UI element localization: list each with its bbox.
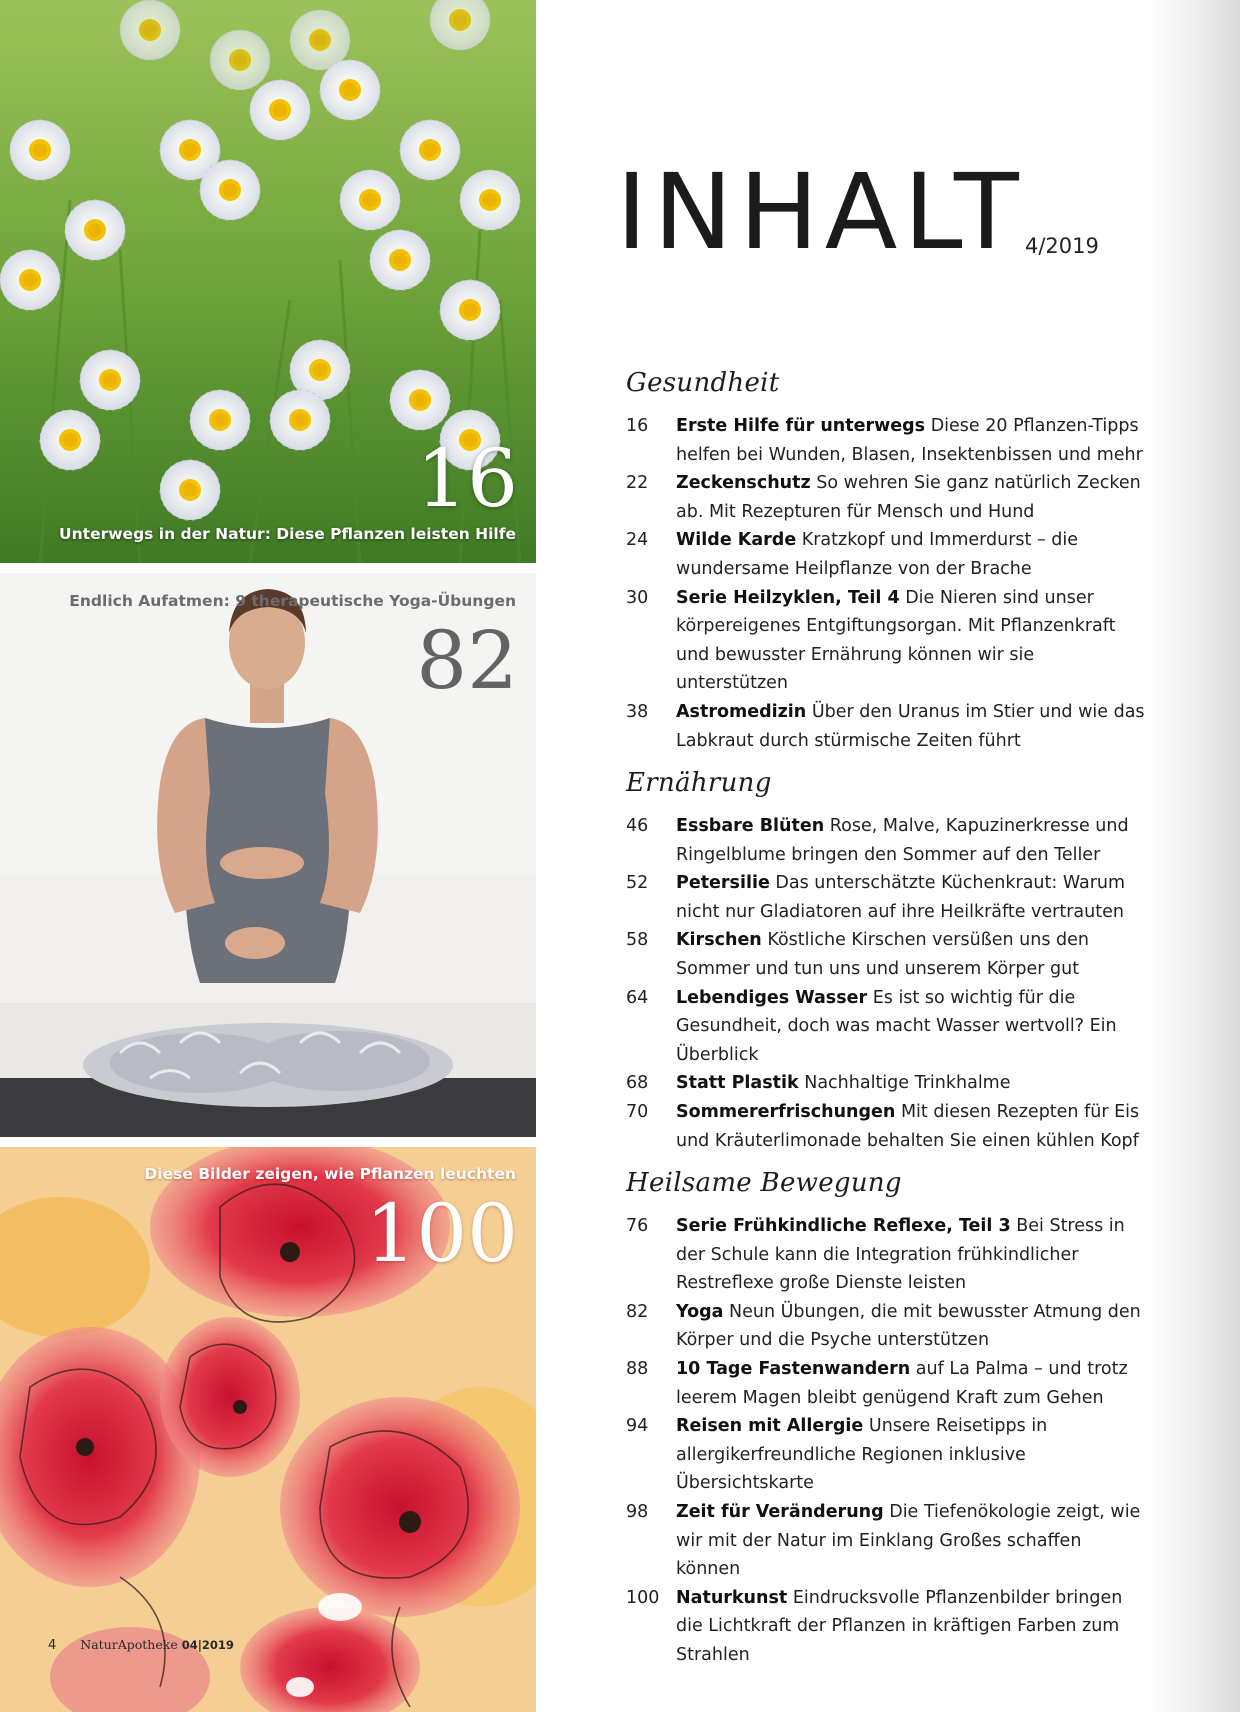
toc-page-number: 70 [626, 1101, 649, 1122]
toc-entry[interactable] [626, 984, 1146, 1070]
toc-page-number: 22 [626, 473, 649, 494]
toc-entry-body [676, 584, 1146, 698]
toc-entry[interactable] [626, 1355, 1146, 1412]
toc-entry-body [676, 698, 1146, 755]
toc-page-number: 98 [626, 1501, 649, 1522]
entry-list [626, 812, 1146, 1155]
footer-issue: 04|2019 [181, 1638, 234, 1652]
toc-entry[interactable] [626, 526, 1146, 583]
toc-entry-body [676, 926, 1146, 983]
toc-entry-body [676, 984, 1146, 1070]
toc-page-number: 38 [626, 701, 649, 722]
toc-entry[interactable] [626, 1069, 1146, 1098]
toc-entry[interactable] [626, 412, 1146, 469]
toc-entry-headline: Sommererfrischungen [676, 1101, 896, 1122]
feature-page-number: 100 [365, 1187, 518, 1280]
toc-entry-headline: Serie Heilzyklen, Teil 4 [676, 587, 900, 608]
toc-entry[interactable] [626, 1412, 1146, 1498]
toc-entry-description: So wehren Sie ganz natürlich Zecken ab. Mit Rezepturen für Mensch und Hund [676, 473, 1141, 522]
toc-entry[interactable] [626, 698, 1146, 755]
page-footer [48, 1637, 234, 1653]
issue-label: 4/2019 [1024, 234, 1099, 258]
toc-entry-description: Kratzkopf und Immerdurst – die wundersame Heilpflanze von der Brache [676, 530, 1079, 579]
toc-entry-body [676, 1069, 1146, 1098]
toc-entry[interactable] [626, 584, 1146, 698]
toc-entry[interactable] [626, 469, 1146, 526]
feature-caption: Unterwegs in der Natur: Diese Pflanzen leisten Hilfe [59, 525, 516, 543]
toc-entry-body [676, 526, 1146, 583]
footer-magazine [80, 1637, 234, 1652]
toc-page-number: 68 [626, 1073, 649, 1094]
toc-entry-headline: Zeit für Veränderung [676, 1501, 884, 1522]
toc-entry-description: Mit diesen Rezepten für Eis und Kräuterlimonade behalten Sie einen kühlen Kopf [676, 1101, 1140, 1151]
toc-entry[interactable] [626, 1584, 1146, 1670]
toc-entry-headline: Petersilie [676, 873, 770, 894]
toc-entry[interactable] [626, 1098, 1146, 1155]
poppy-panel [0, 1147, 536, 1712]
toc-entry[interactable] [626, 1498, 1146, 1584]
yoga-panel [0, 573, 536, 1137]
toc-entry-description: Eindrucksvolle Pflanzenbilder bringen die Lichtkraft der Pflanzen in kräftigen Farben zum Strahlen [676, 1587, 1123, 1665]
toc-entry-headline: Essbare Blüten [676, 816, 825, 836]
feature-page-number: 16 [416, 432, 518, 525]
page-title: INHALT [615, 151, 1025, 273]
section-ernaehrung [626, 768, 1146, 1155]
entry-list [626, 1212, 1146, 1670]
toc-entry-headline: Statt Plastik [676, 1073, 799, 1094]
toc-entry-body [676, 1584, 1146, 1670]
toc-entry-description: Rose, Malve, Kapuzinerkresse und Ringelblume bringen den Sommer auf den Teller [676, 816, 1129, 865]
toc-entry[interactable] [626, 1212, 1146, 1298]
footer-magazine-name: NaturApotheke [80, 1637, 178, 1652]
feature-caption: Diese Bilder zeigen, wie Pflanzen leuchten [144, 1165, 516, 1183]
page-gutter-shadow [1150, 0, 1240, 1712]
toc-entry-description: Die Tiefenökologie zeigt, wie wir mit der Natur im Einklang Großes schaffen können [676, 1501, 1141, 1580]
toc-entry-headline: Yoga [676, 1301, 724, 1322]
toc-entry-body [676, 1298, 1146, 1355]
toc-entry-headline: Kirschen [676, 930, 762, 951]
toc-entry-headline: Lebendiges Wasser [676, 987, 868, 1008]
toc-page-number: 16 [626, 416, 649, 436]
toc-entry-body [676, 1355, 1146, 1412]
section-title: Gesundheit [626, 368, 780, 398]
toc-page-number: 46 [626, 816, 649, 836]
toc-entry-headline: 10 Tage Fastenwandern [676, 1358, 911, 1379]
toc-entry-body [676, 469, 1146, 526]
toc-page-number: 88 [626, 1358, 649, 1379]
section-title: Heilsame Bewegung [626, 1168, 902, 1198]
toc-page-number: 30 [626, 587, 649, 608]
toc-entry-description: Die Nieren sind unser körpereigenes Entgiftungsorgan. Mit Pflanzenkraft und bewusster Ernährung können wir sie unterstützen [676, 587, 1116, 694]
toc-entry-description: auf La Palma – und trotz leerem Magen bleibt genügend Kraft zum Gehen [676, 1358, 1128, 1408]
toc-entry-description: Unsere Reisetipps in allergikerfreundliche Regionen inklusive Übersichtskarte [676, 1416, 1048, 1494]
toc-entry-body [676, 869, 1146, 926]
toc-entry-description: Bei Stress in der Schule kann die Integration frühkindlicher Restreflexe große Dienste leisten [676, 1216, 1125, 1294]
toc-entry-description: Nachhaltige Trinkhalme [804, 1073, 1011, 1094]
toc-entry[interactable] [626, 1298, 1146, 1355]
toc-entry-headline: Astromedizin [676, 701, 807, 722]
footer-page-number: 4 [48, 1638, 57, 1653]
toc-entry-headline: Reisen mit Allergie [676, 1416, 864, 1437]
section-heilsame-bewegung [626, 1168, 1146, 1670]
toc-entry-description: Es ist so wichtig für die Gesundheit, doch was macht Wasser wertvoll? Ein Überblick [676, 987, 1117, 1065]
toc-entry-body [676, 1212, 1146, 1298]
toc-page-number: 24 [626, 530, 649, 551]
toc-entry-headline: Erste Hilfe für unterwegs [676, 416, 926, 436]
toc-page-number: 100 [626, 1587, 660, 1608]
feature-page-number: 82 [416, 614, 518, 707]
toc-page-number: 58 [626, 930, 649, 951]
toc-page-number: 64 [626, 987, 649, 1008]
toc-entry-body [676, 1412, 1146, 1498]
page-title-block [615, 151, 1099, 273]
toc-entry-body [676, 412, 1146, 469]
toc-entry-description: Diese 20 Pflanzen-Tipps helfen bei Wunden, Blasen, Insektenbissen und mehr [676, 416, 1143, 465]
toc-entry-headline: Serie Frühkindliche Reflexe, Teil 3 [676, 1216, 1011, 1236]
toc-entry-body [676, 812, 1146, 869]
toc-entry-headline: Naturkunst [676, 1587, 788, 1608]
toc-entry[interactable] [626, 869, 1146, 926]
toc-page-number: 82 [626, 1301, 649, 1322]
section-gesundheit [626, 368, 1146, 755]
toc-entry-headline: Wilde Karde [676, 530, 797, 551]
toc-entry-body [676, 1498, 1146, 1584]
toc-entry-description: Über den Uranus im Stier und wie das Labkraut durch stürmische Zeiten führt [676, 701, 1145, 751]
toc-entry-headline: Zeckenschutz [676, 473, 811, 494]
section-title: Ernährung [626, 768, 772, 798]
entry-list [626, 412, 1146, 755]
toc-entry[interactable] [626, 812, 1146, 869]
toc-page-number: 94 [626, 1416, 649, 1437]
toc-page-number: 76 [626, 1216, 649, 1236]
daisy-meadow-panel [0, 0, 536, 563]
feature-caption: Endlich Aufatmen: 9 therapeutische Yoga-Übungen [69, 592, 516, 610]
toc-page-number: 52 [626, 873, 649, 894]
toc-entry-description: Köstliche Kirschen versüßen uns den Sommer und tun uns und unserem Körper gut [676, 930, 1089, 979]
toc-entry[interactable] [626, 926, 1146, 983]
toc-entry-description: Neun Übungen, die mit bewusster Atmung den Körper und die Psyche unterstützen [676, 1301, 1141, 1351]
toc-entry-description: Das unterschätzte Küchenkraut: Warum nicht nur Gladiatoren auf ihre Heilkräfte vertrauten [676, 873, 1126, 922]
toc-entry-body [676, 1098, 1146, 1155]
